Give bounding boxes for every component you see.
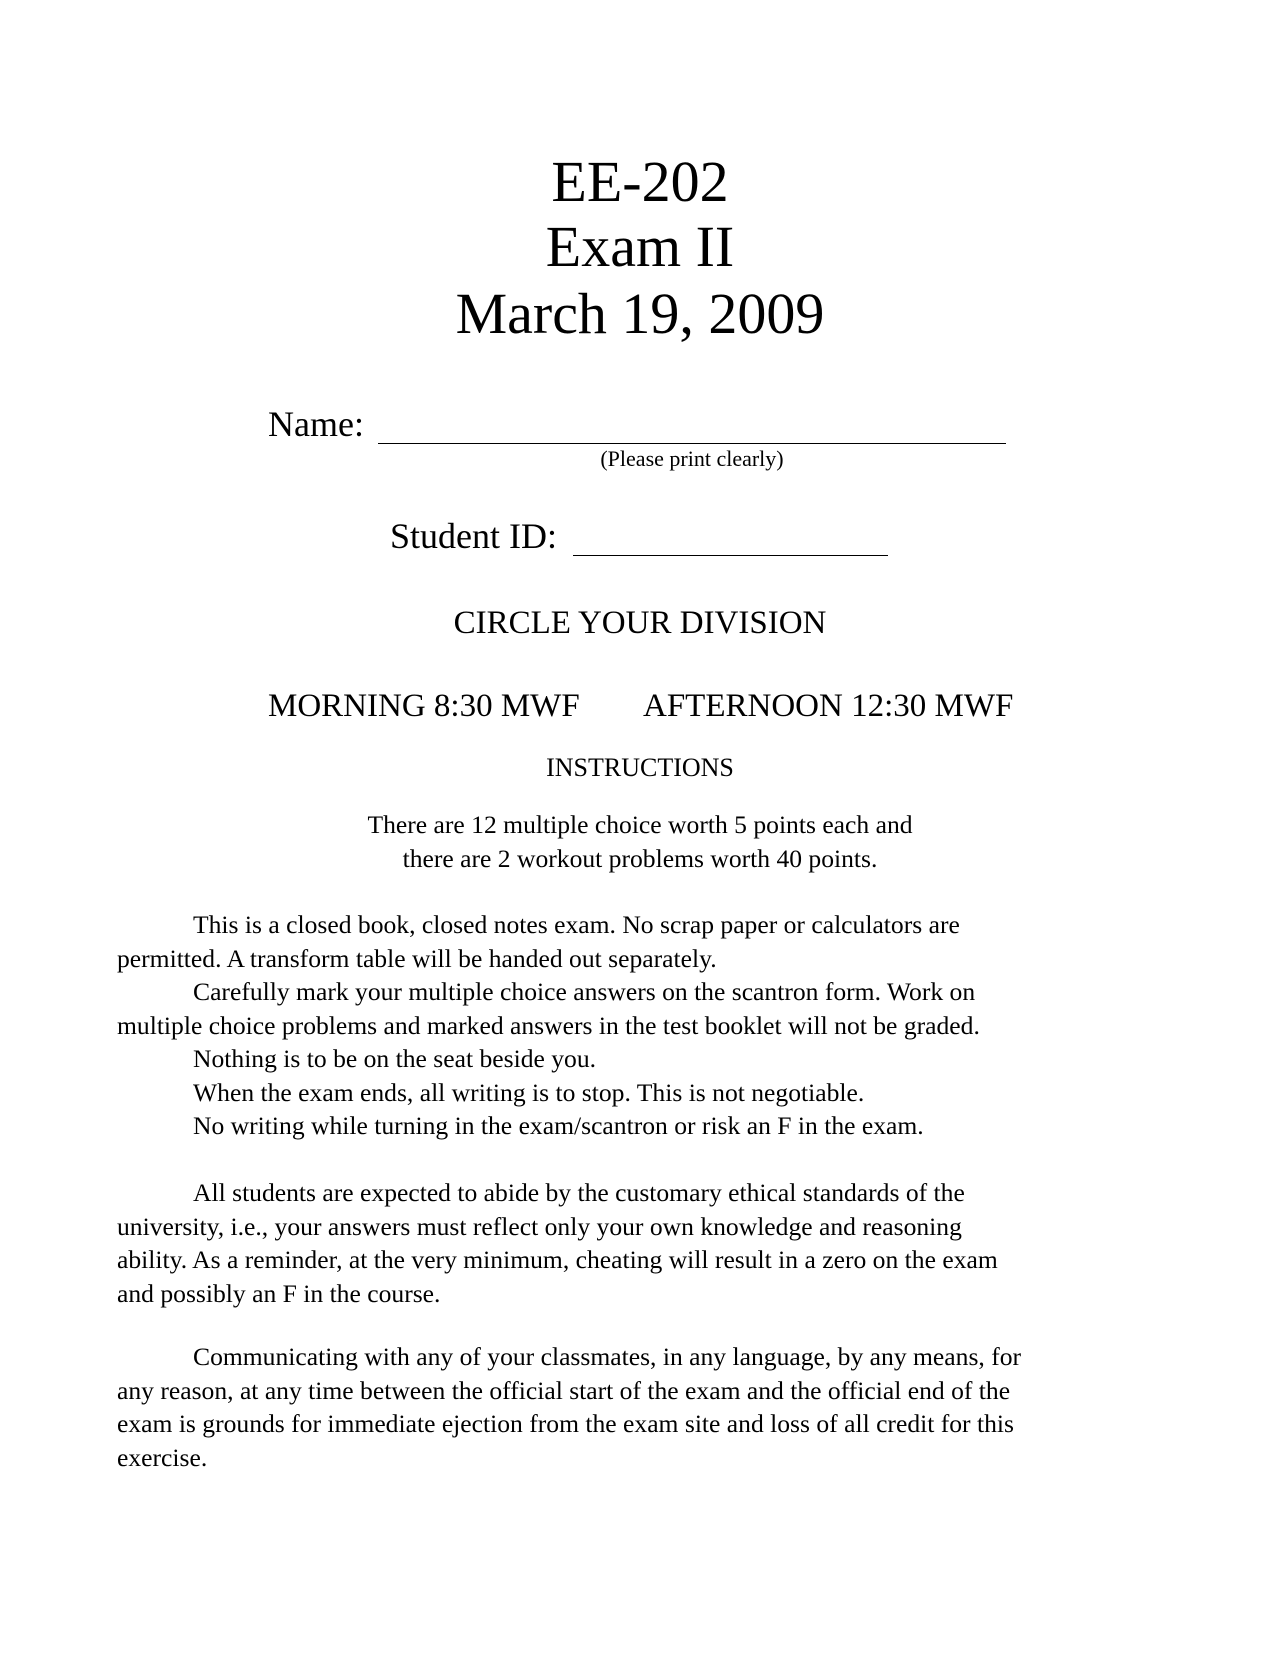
- ethics-line: university, i.e., your answers must reflect only your own knowledge and reasoning: [117, 1211, 962, 1241]
- division-option-morning[interactable]: MORNING 8:30 MWF: [268, 688, 580, 724]
- course-code: EE-202: [551, 149, 729, 214]
- division-option-afternoon[interactable]: AFTERNOON 12:30 MWF: [643, 688, 1014, 724]
- exam-rules: [117, 908, 1167, 1143]
- communication-line: exercise.: [117, 1442, 208, 1472]
- division-heading: CIRCLE YOUR DIVISION: [453, 605, 827, 641]
- rules-line: multiple choice problems and marked answers in the test booklet will not be graded.: [117, 1010, 980, 1040]
- communication-paragraph: [117, 1340, 1167, 1474]
- communication-line: exam is grounds for immediate ejection from the exam site and loss of all credit for this: [117, 1409, 1014, 1438]
- ethics-paragraph: [117, 1176, 1167, 1310]
- ethics-line: ability. As a reminder, at the very minimum, cheating will result in a zero on the exam: [117, 1245, 998, 1274]
- exam-date: March 19, 2009: [455, 281, 825, 346]
- ethics-line: All students are expected to abide by the customary ethical standards of the: [193, 1178, 965, 1207]
- rules-line: Carefully mark your multiple choice answers on the scantron form. Work on: [193, 977, 976, 1006]
- student-id-label: Student ID:: [390, 516, 557, 556]
- student-id-write-line[interactable]: [573, 555, 888, 556]
- communication-line: Communicating with any of your classmates, in any language, by any means, for: [193, 1342, 1022, 1371]
- ethics-line: and possibly an F in the course.: [117, 1278, 441, 1308]
- name-write-line[interactable]: [378, 443, 1006, 444]
- rules-line: Nothing is to be on the seat beside you.: [193, 1044, 597, 1073]
- instructions-heading: INSTRUCTIONS: [546, 753, 734, 782]
- name-label: Name:: [268, 404, 364, 444]
- instructions-summary: [0, 808, 1280, 875]
- rules-line: When the exam ends, all writing is to stop. This is not negotiable.: [193, 1077, 865, 1107]
- rules-line: No writing while turning in the exam/scantron or risk an F in the exam.: [193, 1111, 924, 1140]
- summary-line: There are 12 multiple choice worth 5 points each and: [367, 810, 913, 839]
- summary-line: there are 2 workout problems worth 40 points.: [402, 843, 878, 873]
- name-hint: (Please print clearly): [600, 446, 784, 471]
- exam-title: Exam II: [545, 214, 735, 279]
- rules-line: permitted. A transform table will be handed out separately.: [117, 943, 717, 973]
- rules-line: This is a closed book, closed notes exam. No scrap paper or calculators are: [193, 910, 960, 939]
- communication-line: any reason, at any time between the official start of the exam and the official end of the: [117, 1375, 1011, 1405]
